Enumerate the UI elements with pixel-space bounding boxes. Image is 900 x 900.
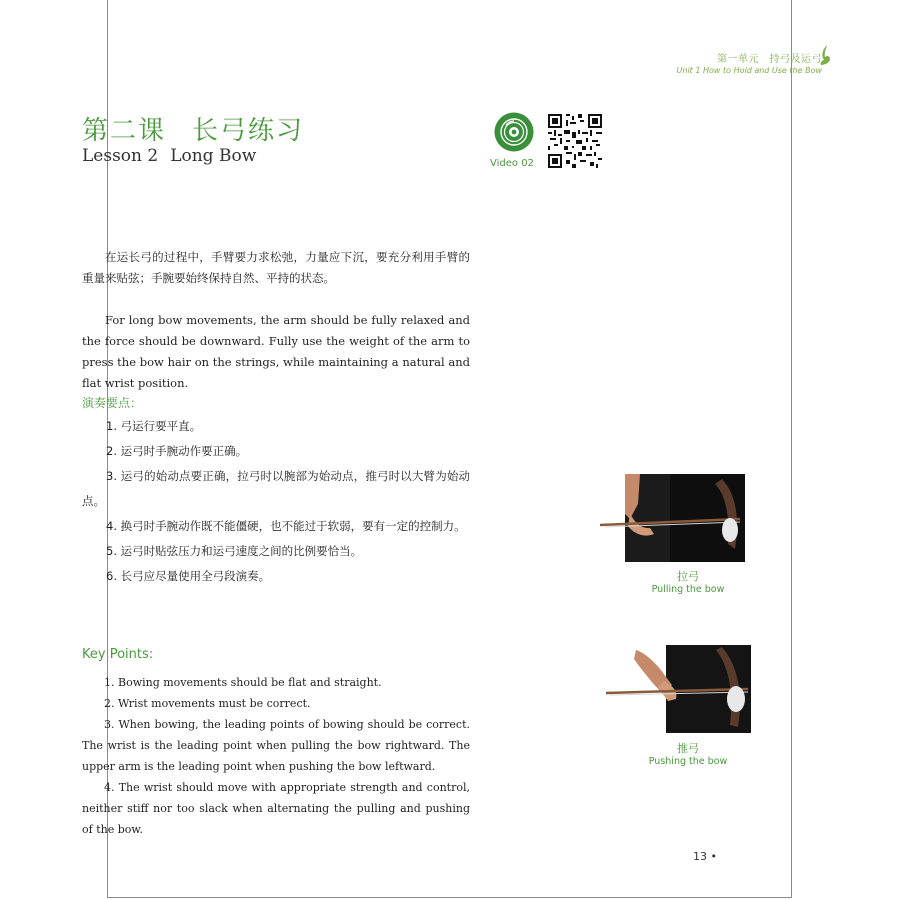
list-item: 3. 运弓的始动点要正确，拉弓时以腕部为始动点，推弓时以大臂为始动点。 [82,469,470,508]
list-item: 4. 换弓时手腕动作既不能僵硬，也不能过于软弱，要有一定的控制力。 [106,519,466,533]
list-item: 1. 弓运行要平直。 [106,419,202,433]
key-points-heading-chinese: 演奏要点： [82,396,143,410]
qr-code-icon[interactable] [548,114,602,168]
page-number: 13 • [693,850,717,863]
caption-pushing-bow-chinese: 推弓 [677,742,699,755]
lesson-name-english: Long Bow [170,146,257,166]
list-item: 2. 运弓时手腕动作要正确。 [106,444,248,458]
video-label: Video 02 [490,158,534,169]
leaf-mark-icon [818,44,832,66]
list-item: 3. When bowing, the leading points of bowing should be correct. The wrist is the leading point when pulling the bow rightward. The upper arm is the leading point when pushing the bow leftward. [82,718,470,773]
lesson-name-chinese: 长弓练习 [192,116,305,146]
caption-pulling-bow [628,568,748,595]
caption-pushing-bow-english: Pushing the bow [648,756,728,767]
key-points-list-english [82,672,470,840]
list-item: 6. 长弓应尽量使用全弓段演奏。 [106,569,271,583]
caption-pulling-bow-english: Pulling the bow [651,584,725,595]
intro-paragraph-english: For long bow movements, the arm should be fully relaxed and the force should be downward. Fully use the weight of the arm to press the bow hair on the strings, while maintaining a natural and flat wrist position. [82,313,470,390]
lesson-number-chinese: 第二课 [82,116,167,146]
list-item: 4. The wrist should move with appropriate strength and control, neither stiff nor too slack when alternating the pulling and pushing of the bow. [82,781,470,836]
intro-paragraph-chinese: 在运长弓的过程中，手臂要力求松弛，力量应下沉，要充分利用手臂的重量来贴弦；手腕要始终保持自然、平持的状态。 [82,250,470,285]
key-points-heading-english: Key Points: [82,647,154,662]
lesson-number-english: Lesson 2 [82,146,159,166]
running-header [677,50,822,75]
lesson-title-english [82,146,256,166]
running-header-chinese: 第一单元 持弓及运弓 [717,54,822,65]
pushing-bow-photo [606,645,751,733]
pulling-bow-photo [600,474,745,562]
running-header-english: Unit 1 How to Hold and Use the Bow [676,66,822,75]
caption-pulling-bow-chinese: 拉弓 [677,570,699,583]
list-item: 5. 运弓时贴弦压力和运弓速度之间的比例要恰当。 [106,544,363,558]
lesson-title-chinese [82,110,304,147]
key-points-list-chinese [82,414,470,589]
list-item: 1. Bowing movements should be flat and straight. [104,676,382,689]
disc-icon[interactable] [494,112,534,152]
list-item: 2. Wrist movements must be correct. [104,697,311,710]
caption-pushing-bow [628,740,748,767]
